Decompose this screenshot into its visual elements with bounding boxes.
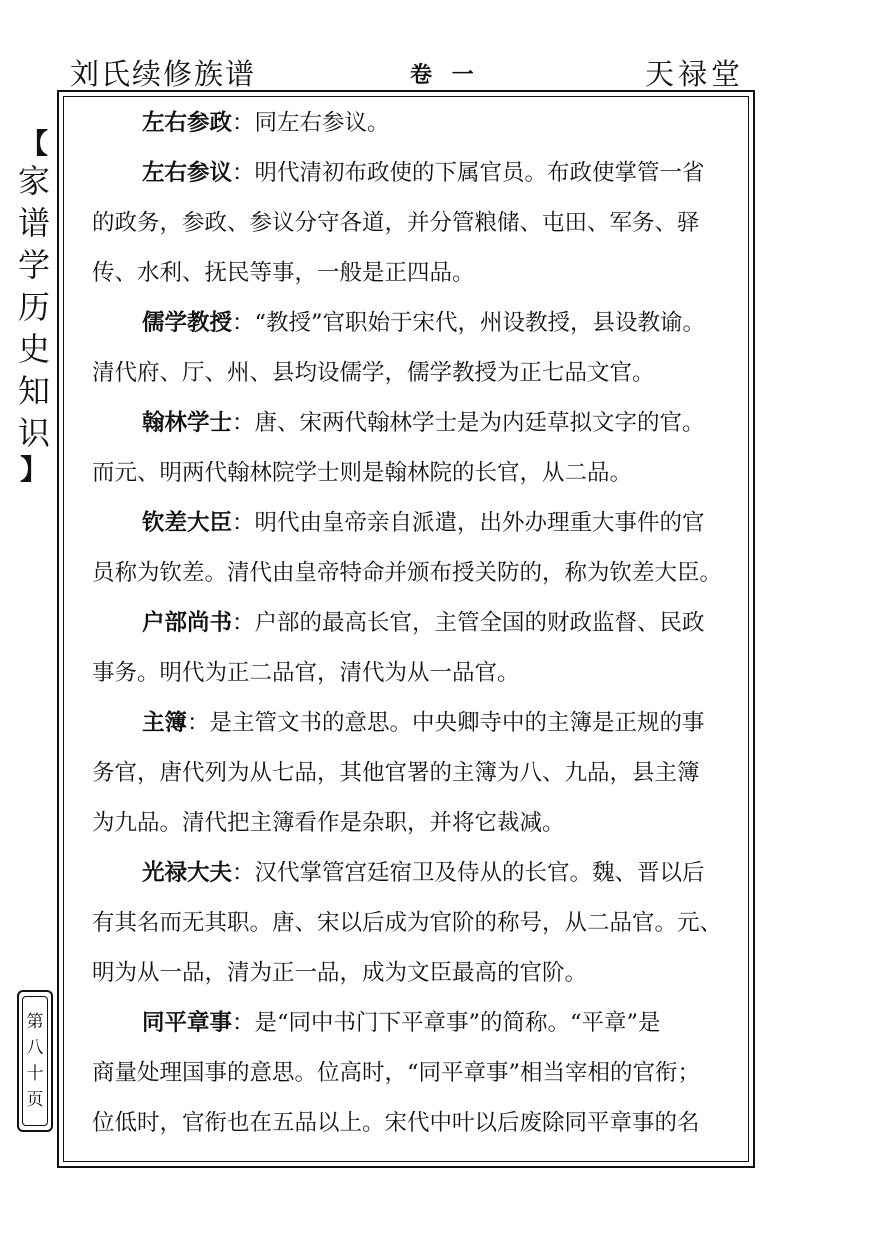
entry-text: ：明代清初布政使的下属官员。布政使掌管一省 — [232, 160, 705, 186]
sidebar-char: 史 — [17, 330, 50, 368]
sidebar-char: 谱 — [17, 204, 50, 242]
entry-line: 而元、明两代翰林院学士则是翰林院的长官，从二品。 — [92, 460, 633, 486]
sidebar-close-bracket: 】 — [19, 453, 48, 486]
entry-term: 左右参议 — [142, 160, 233, 186]
sidebar-char: 学 — [17, 246, 50, 284]
page-number-char: 八 — [26, 1038, 44, 1058]
entry-first-line — [142, 1008, 661, 1038]
entry-line: 事务。明代为正二品官，清代为从一品官。 — [92, 660, 520, 686]
page-number-char: 十 — [26, 1064, 44, 1084]
entry-term: 钦差大臣 — [142, 510, 233, 536]
entry-text: ：“教授”官职始于宋代，州设教授，县设教谕。 — [232, 310, 706, 336]
sidebar-open-bracket: 【 — [19, 127, 48, 160]
section-sidebar — [14, 128, 54, 486]
entry-term: 同平章事 — [142, 1010, 233, 1036]
entry-term: 户部尚书 — [142, 610, 233, 636]
entry-term: 主簿 — [142, 710, 188, 736]
entry-line: 清代府、厅、州、县均设儒学，儒学教授为正七品文官。 — [92, 360, 655, 386]
entry-first-line — [142, 858, 705, 888]
entry-line: 务官，唐代列为从七品，其他官署的主簿为八、九品，县主簿 — [92, 760, 700, 786]
entry-line: 商量处理国事的意思。位高时，“同平章事”相当宰相的官衔； — [92, 1060, 701, 1086]
entry-text: ：汉代掌管宫廷宿卫及侍从的长官。魏、晋以后 — [232, 860, 705, 886]
sidebar-char: 知 — [17, 372, 50, 410]
entry-first-line — [142, 608, 705, 638]
sidebar-char: 家 — [17, 162, 50, 200]
sidebar-char: 识 — [17, 414, 50, 452]
entry-first-line — [142, 408, 705, 438]
entry-first-line — [142, 708, 705, 738]
entry-term: 左右参政 — [142, 110, 233, 136]
header-hall-name: 天禄堂 — [645, 57, 745, 91]
entry-text: ：是主管文书的意思。中央卿寺中的主簿是正规的事 — [187, 710, 705, 736]
entry-line: 传、水利、抚民等事，一般是正四品。 — [92, 260, 475, 286]
entry-line: 为九品。清代把主簿看作是杂职，并将它裁减。 — [92, 810, 565, 836]
entry-line: 员称为钦差。清代由皇帝特命并颁布授关防的，称为钦差大臣。 — [92, 560, 723, 586]
entry-first-line — [142, 308, 705, 338]
header-volume: 卷 一 — [410, 62, 480, 88]
entry-line: 有其名而无其职。唐、宋以后成为官阶的称号，从二品官。元、 — [92, 910, 723, 936]
page-number-char: 页 — [26, 1090, 44, 1110]
entry-text: ：明代由皇帝亲自派遣，出外办理重大事件的官 — [232, 510, 705, 536]
entry-first-line — [142, 108, 390, 138]
entry-text: ：唐、宋两代翰林学士是为内廷草拟文字的官。 — [232, 410, 705, 436]
entry-text: ：是“同中书门下平章事”的简称。“平章”是 — [232, 1010, 661, 1036]
page-header — [0, 50, 888, 90]
entry-term: 儒学教授 — [142, 310, 233, 336]
entry-text: ：户部的最高长官，主管全国的财政监督、民政 — [232, 610, 705, 636]
entry-first-line — [142, 508, 705, 538]
entry-text: ：同左右参议。 — [232, 110, 390, 136]
entry-line: 位低时，官衔也在五品以上。宋代中叶以后废除同平章事的名 — [92, 1110, 700, 1136]
header-genealogy-title: 刘氏续修族谱 — [70, 57, 257, 91]
page-number-box — [17, 990, 53, 1132]
page-number-char: 第 — [26, 1012, 44, 1032]
sidebar-char: 历 — [17, 288, 50, 326]
entry-line: 的政务，参政、参议分守各道，并分管粮储、屯田、军务、驿 — [92, 210, 700, 236]
entry-term: 翰林学士 — [142, 410, 233, 436]
entry-term: 光禄大夫 — [142, 860, 233, 886]
entry-line: 明为从一品，清为正一品，成为文臣最高的官阶。 — [92, 960, 588, 986]
entry-first-line — [142, 158, 705, 188]
